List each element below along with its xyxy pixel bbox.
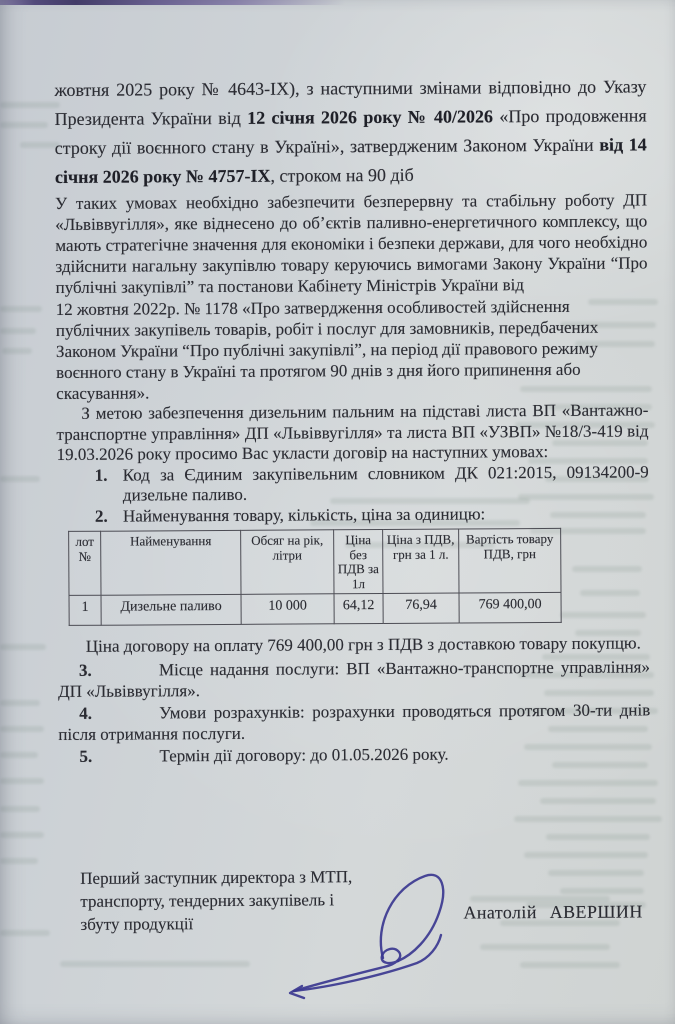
contract-goods-table xyxy=(68,528,562,626)
bleedthrough-mark xyxy=(2,348,32,354)
cell-lot: 1 xyxy=(69,595,101,625)
cell-price-vat: 76,94 xyxy=(383,593,459,623)
table-row xyxy=(69,592,561,625)
cell-volume: 10 000 xyxy=(241,594,334,625)
bleedthrough-mark xyxy=(0,700,40,706)
bleedthrough-mark xyxy=(0,328,36,334)
list-item-5 xyxy=(58,743,650,767)
bleedthrough-mark xyxy=(0,858,38,864)
bleedthrough-mark xyxy=(0,102,60,108)
cell-price-novat: 64,12 xyxy=(334,594,383,624)
cell-total: 769 400,00 xyxy=(459,592,561,623)
list-item-3-text: Місце надання послуги: ВП «Вантажно-транспортне управління» ДП «Львіввугілля». xyxy=(58,657,651,701)
bleedthrough-mark xyxy=(0,752,38,758)
list-item-2-number: 2. xyxy=(94,506,108,526)
bleedthrough-mark xyxy=(0,778,44,784)
list-item-5-number: 5. xyxy=(79,746,93,766)
table-header-price-novat: Ціна без ПДВ за 1л xyxy=(334,530,383,594)
list-item-1-number: 1. xyxy=(94,465,108,485)
paragraph-justification-cont: 12 жовтня 2022р. № 1178 «Про затвердження особливостей здійснення публічних закупівель товарів, робіт і послуг для замовників, передбачених Законом України “Про публічні закупівлі”, на період дії правового режиму воєнного стану в Україні та протягом 90 днів з дня його припинення або скасування». xyxy=(55,296,599,404)
bleedthrough-mark xyxy=(0,806,40,812)
paragraph-request: З метою забезпечення дизельним пальним на підставі листа ВП «Вантажно-транспортне управління» ДП «Львіввугілля» та листа ВП «УЗВП» №18/3-419 від 19.03.2026 року просимо Вас укласти договір на наступних умовах: xyxy=(56,400,649,465)
bleedthrough-mark xyxy=(0,476,40,482)
signer-title-line-1: Перший заступник директора з МТП, xyxy=(80,866,353,888)
list-item-1 xyxy=(57,462,649,507)
table-header-name: Найменування xyxy=(101,530,241,595)
list-item-5-text: Термін дії договору: до 01.05.2026 року. xyxy=(159,744,449,766)
signer-title-line-3: збуту продукції xyxy=(80,913,194,934)
list-item-4 xyxy=(58,700,650,745)
scan-edge-strip xyxy=(0,0,345,5)
paragraph-legal-basis: жовтня 2025 року № 4643-ІХ), з наступними змінами відповідно до Указу Президента України від 12 січня 2026 року № 40/2026 «Про продовження строку дії воєнного стану в Україні», затвердженим Законом України від 14 січня 2026 року № 4757-ІХ, строком на 90 діб xyxy=(54,76,647,188)
table-header-row xyxy=(69,528,561,595)
bleedthrough-mark xyxy=(0,306,42,312)
list-item-4-number: 4. xyxy=(79,703,93,723)
bleedthrough-mark xyxy=(0,644,46,650)
table-header-volume: Обсяг на рік, літри xyxy=(241,530,334,595)
bleedthrough-mark xyxy=(0,122,48,128)
bleedthrough-mark xyxy=(520,962,620,968)
table-header-total: Вартість товару ПДВ, грн xyxy=(459,528,561,593)
signer-name: Анатолій АВЕРШИН xyxy=(463,900,643,923)
bleedthrough-mark xyxy=(0,726,44,732)
list-item-3 xyxy=(58,657,650,702)
signer-title-line-2: транспорту, тендерних закупівель і xyxy=(80,889,335,911)
list-item-2 xyxy=(57,503,649,527)
list-item-2-text: Найменування товару, кількість, ціна за одиницю: xyxy=(122,503,486,526)
bleedthrough-mark xyxy=(0,930,50,936)
list-item-3-number: 3. xyxy=(78,660,92,680)
table-header-price-vat: Ціна з ПДВ, грн за 1 л. xyxy=(383,529,459,593)
table-header-lot: лот № xyxy=(69,531,101,595)
bleedthrough-mark xyxy=(0,832,44,838)
document-content xyxy=(54,72,651,948)
list-item-4-text: Умови розрахунків: розрахунки проводяться протягом 30-ти днів після отримання послуги. xyxy=(58,700,651,744)
cell-name: Дизельне паливо xyxy=(101,594,241,625)
list-item-1-text: Код за Єдиним закупівельним словником ДК 021:2015, 09134200-9 дизельне паливо. xyxy=(122,461,649,505)
bleedthrough-mark xyxy=(60,961,250,967)
signature-ink xyxy=(268,866,463,1016)
paragraph-contract-price: Ціна договору на оплату 769 400,00 грн з ПДВ з доставкою товару покупцю. xyxy=(85,633,641,656)
paragraph-justification: У таких умовах необхідно забезпечити безперервну та стабільну роботу ДП «Львіввугілля», яке віднесено до об’єктів паливно-енергетичного комплексу, що мають стратегічне значення для економіки і безпеки держави, для чого необхідно здійснити нагальну закупівлю товару керуючись вимогами Закону України “Про публічні закупівлі” та постанови Кабінету Міністрів України від xyxy=(55,190,648,298)
